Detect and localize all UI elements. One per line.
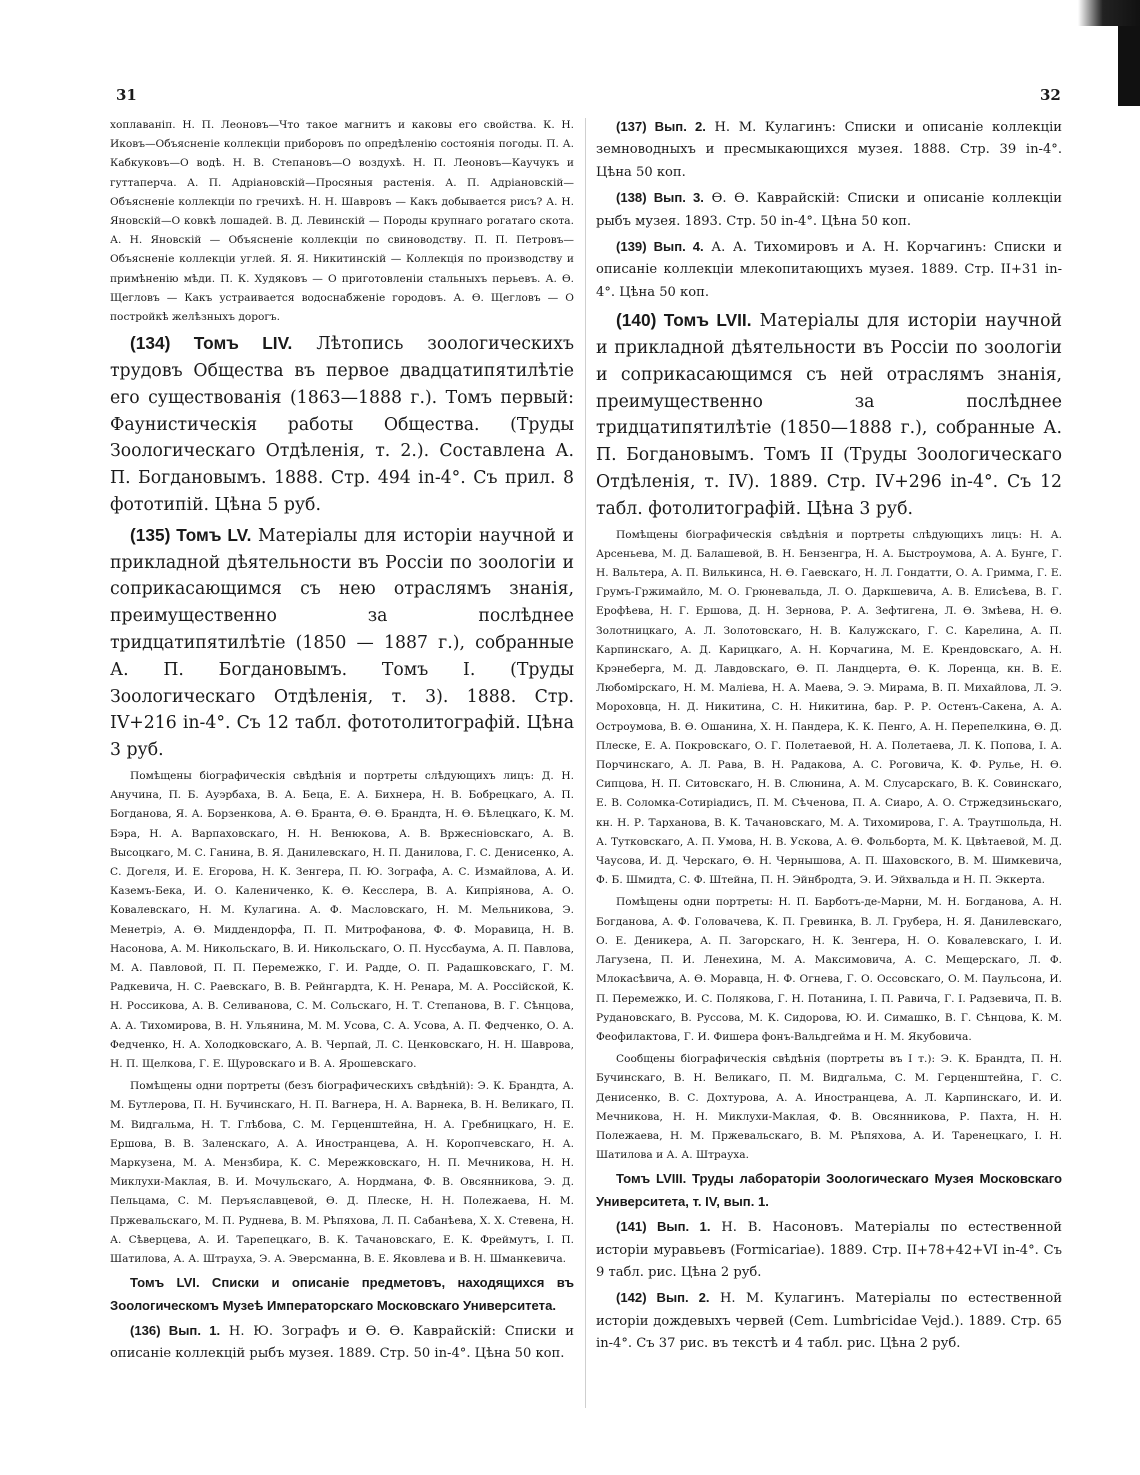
paragraph-141	[596, 1216, 1062, 1284]
left-column	[110, 116, 574, 1366]
entry-text: хоплаваніп. Н. П. Леоновъ—Что такое магнитъ и каковы его свойства. К. Н. Иковъ—Объясненіе коллекціи приборовъ по опредѣленію состоянія погоды. П. А. Кабкуковъ—О водѣ. Н. В. Степановъ—О воздухѣ. Н. П. Леоновъ—Каучукъ и гуттаперча. А. П. Адріановскій—Просяныя растенія. А. П. Адріановскій—Объясненіе коллекціи по гречихѣ. Н. Н. Шавровъ — Какъ добывается рисъ? А. Н. Яновскій—О ковкѣ лошадей. В. Д. Левинскій — Породы крупнаго рогатаго скота. А. Н. Яновскій — Объясненіе коллекціи по свиноводству. П. П. Петровъ—Объясненіе коллекціи углей. Я. Я. Никитинскій — Коллекція по производству и примѣненію мѣди. П. К. Худяковъ — О приготовленіи стальныхъ перьевъ. А. Ѳ. Щегловъ — Какъ устраивается водоснабженіе городовъ. А. Ѳ. Щегловъ — О постройкѣ желѣзныхъ дорогъ.	[110, 119, 574, 324]
entry-text: Труды лабораторіи Зоологическаго Музея Московскаго Университета, т. IV, вып. 1.	[596, 1171, 1062, 1209]
entry-text: Н. М. Кулагинъ: Списки и описаніе коллекціи земноводныхъ и пресмыкающихся музея. 1888. Стр. 39 in-4°. Цѣна 50 коп.	[596, 120, 1063, 180]
scan-edge-mark-2	[1118, 26, 1140, 106]
entry-label: (135) Томъ LV.	[130, 524, 252, 545]
paragraph-cont	[110, 116, 574, 327]
paragraph-140	[596, 307, 1062, 522]
entry-text: Помѣщены біографическія свѣдѣнія и портреты слѣдующихъ лицъ: Н. А. Арсеньева, М. Д. Балашевой, В. Н. Бензенгра, Н. А. Быстроумова, А. А. Бунге, Г. Н. Вальтера, А. П. Вилькинса, Н. Ѳ. Гаевскаго, Н. Л. Гондатти, О. А. Гримма, Г. Е. Грумъ-Гржимайло, М. О. Грюневальда, Л. О. Даркшевича, А. В. Елисѣева, В. Г. Ерофѣева, Н. Г. Ершова, Д. Н. Зернова, Р. А. Зефтигена, Л. Ѳ. Змѣева, Н. Ѳ. Золотницкаго, А. Л. Золотовскаго, Н. В. Калужскаго, Г. С. Карелина, А. П. Карпинскаго, А. Д. Карицкаго, А. Н. Корчагина, М. Е. Крендовскаго, А. Н. Крэнеберга, М. Д. Лавдовскаго, Ѳ. П. Ландцерта, Ѳ. К. Лоренца, кн. В. Е. Любомірскаго, Н. М. Маліева, Н. А. Маева, Э. Э. Мирама, В. П. Михайлова, Л. Э. Мороховца, Н. Д. Никитина, С. Н. Никитина, бар. Р. Р. Остенъ-Сакена, А. А. Остроумова, В. Ѳ. Ошанина, Х. Н. Пандера, К. К. Пенго, А. Н. Перепелкина, Ѳ. Д. Плеске, Е. А. Покровскаго, О. Г. Полетаевой, Н. А. Полетаева, Л. К. Попова, I. А. Порчинскаго, А. Л. Рава, В. Н. Радакова, А. С. Роговича, К. Ф. Рулье, Н. Ѳ. Сипцова, Н. П. Ситовскаго, Н. В. Слюнина, А. М. Слусарскаго, В. К. Совинскаго, Е. В. Соломка-Сотиріадисъ, П. М. Сѣченова, П. А. Сиаро, А. О. Стржедзиньскаго, кн. Н. Р. Тарханова, В. К. Тачановскаго, М. А. Тихомирова, Г. А. Траутшольда, Н. А. Тутковскаго, А. П. Умова, Н. В. Ускова, А. Ѳ. Фольборта, М. К. Цвѣтаевой, М. Д. Чаусова, И. Д. Черскаго, Ѳ. Н. Чернышова, А. П. Шаховского, В. М. Шимкевича, Ф. Б. Шмидта, С. Ф. Штейна, П. Н. Эйнбродта, Э. И. Эйхвальда и Н. П. Эккерта.	[596, 528, 1062, 887]
entry-text: Лѣтопись зоологическихъ трудовъ Общества въ первое двадцатипятилѣтіе его существованія (1863—1888 г.). Томъ первый: Фаунистическія работы Общества. (Труды Зоологическаго Отдѣленія, т. 2.). Составлена А. П. Богдановымъ. 1888. Стр. 494 in-4°. Съ прил. 8 фототипій. Цѣна 5 руб.	[110, 334, 574, 516]
scan-edge-mark	[1078, 0, 1140, 26]
page-number-right: 32	[1040, 86, 1061, 104]
column-divider	[585, 118, 586, 1408]
paragraph-135-bio	[110, 767, 574, 1074]
entry-text: Помѣщены одни портреты: Н. П. Барботъ-де-Марни, М. Н. Богданова, А. Н. Богданова, А. Ф. Головачева, К. П. Гревинка, В. Л. Грубера, Н. Я. Данилевскаго, О. Е. Деникера, А. П. Загорскаго, Н. К. Зенгера, Н. О. Ковалевскаго, I. И. Лагузена, П. И. Ленехина, М. А. Максимовича, А. С. Мещерскаго, Л. Ф. Млокасѣвича, А. Ѳ. Моравца, Н. Ф. Огнева, Г. О. Оссовскаго, О. М. Паульсона, И. П. Перемежко, И. С. Полякова, Г. Н. Потанина, I. П. Равича, Г. I. Радзевича, П. В. Рудановскаго, В. Руссова, М. К. Сидорова, Ю. И. Симашко, В. Г. Сѣнцова, К. М. Феофилактова, Г. И. Фишера фонъ-Вальдгейма и Н. М. Якубовича.	[596, 896, 1062, 1043]
right-column	[596, 116, 1062, 1356]
entry-label: (137) Вып. 2.	[616, 119, 706, 134]
entry-label: (134) Томъ LIV.	[130, 333, 293, 354]
paragraph-139	[596, 236, 1062, 304]
entry-text: Н. М. Кулагинъ. Матеріалы по естественной исторіи дождевыхъ червей (Cem. Lumbricidae Vejd.). 1889. Стр. 65 in-4°. Съ 37 рис. въ текстѣ и 4 табл. рис. Цѣна 2 руб.	[596, 1291, 1062, 1352]
entry-text: Списки и описаніе предметовъ, находящихся въ Зоологическомъ Музеѣ Императорскаго Московскаго Университета.	[110, 1275, 574, 1313]
entry-text: Помѣщены біографическія свѣдѣнія и портреты слѣдующихъ лицъ: Д. Н. Анучина, П. Б. Ауэрбаха, В. А. Беца, Е. А. Бихнера, Н. В. Бобрецкаго, А. П. Богданова, Я. А. Борзенкова, А. Ѳ. Бранта, Ѳ. Ѳ. Брандта, Н. Ѳ. Бѣлецкаго, К. М. Бэра, Н. А. Варпаховскаго, Н. Н. Венюкова, А. В. Вржесніовскаго, А. В. Высоцкаго, М. С. Ганина, В. Я. Данилевскаго, Н. П. Данилова, Г. С. Денисенко, А. С. Догеля, И. Е. Егорова, Н. К. Зенгера, П. Ю. Зографа, А. С. Измайлова, А. И. Каземъ-Бека, И. О. Калениченко, К. Ѳ. Кесслера, В. А. Кипріянова, А. О. Ковалевскаго, Н. М. Кулагина. А. Ф. Масловскаго, Н. М. Мельникова, Э. Менетріэ, А. Ѳ. Миддендорфа, П. П. Митрофанова, Ф. Ф. Моравица, Н. В. Насонова, А. М. Никольскаго, В. И. Никольскаго, О. П. Нуссбаума, А. П. Павлова, М. А. Павловой, П. П. Перемежко, Г. И. Радде, О. П. Радашковскаго, Г. М. Радкевича, Н. С. Раевскаго, В. В. Рейнгардта, К. Н. Ренара, М. А. Россійской, К. Н. Россикова, А. В. Селиванова, С. М. Сольскаго, Н. Т. Степанова, В. Г. Сѣнцова, А. А. Тихомирова, В. Н. Ульянина, М. М. Усова, С. А. Усова, А. П. Федченко, О. А. Федченко, Н. А. Холодковскаго, А. В. Черпай, Л. С. Ценковскаго, Н. Н. Шаврова, Н. П. Щелкова, Г. Е. Щуровскаго и В. А. Ярошевскаго.	[110, 769, 574, 1071]
entry-text: Матеріалы для исторіи научной и прикладной дѣятельности въ Россіи по зоологіи и соприкасающимся съ ней отраслямъ знанія, преимущественно за послѣднее тридцатипятилѣтіе (1850—1888 г.), собранные А. П. Богдановымъ. Томъ II (Труды Зоологическаго Отдѣленія, т. IV). 1889. Стр. IV+296 in-4°. Съ 12 табл. фотолитографій. Цѣна 3 руб.	[596, 311, 1062, 519]
entry-label: (140) Томъ LVII.	[616, 310, 752, 331]
entry-label: (139) Вып. 4.	[616, 239, 704, 255]
paragraph-lviii	[596, 1168, 1062, 1213]
entry-text: Н. В. Насоновъ. Матеріалы по естественной исторіи муравьевъ (Formicariae). 1889. Стр. II+78+42+VI in-4°. Съ 9 табл. рис. Цѣна 2 руб.	[596, 1220, 1062, 1280]
entry-label: (136) Вып. 1.	[130, 1323, 221, 1339]
entry-label: Томъ LVI.	[130, 1275, 200, 1291]
paragraph-137	[596, 116, 1062, 184]
paragraph-140-comm	[596, 1050, 1062, 1165]
entry-label: (142) Вып. 2.	[616, 1290, 710, 1306]
entry-label: Томъ LVIII.	[616, 1171, 687, 1187]
entry-text: Матеріалы для исторіи научной и прикладной дѣятельности въ Россіи по зоологіи и соприкасающимся съ нею отраслямъ знанія, преимущественно за послѣднее тридцатипятилѣтіе (1850 — 1887 г.), собранные А. П. Богдановымъ. Томъ I. (Труды Зоологическаго Отдѣленія, т. 3). 1888. Стр. IV+216 in-4°. Съ 12 табл. фототолитографій. Цѣна 3 руб.	[110, 525, 574, 761]
paragraph-142	[596, 1287, 1062, 1355]
entry-text: Н. Ю. Зографъ и Ѳ. Ѳ. Каврайскій: Списки и описаніе коллекцій рыбъ музея. 1889. Стр. 50 in-4°. Цѣна 50 коп.	[110, 1324, 575, 1362]
page-number-left: 31	[116, 86, 137, 104]
paragraph-140-portr	[596, 893, 1062, 1047]
paragraph-135	[110, 522, 574, 764]
paragraph-136	[110, 1320, 574, 1366]
entry-text: Ѳ. Ѳ. Каврайскій: Списки и описаніе коллекціи рыбъ музея. 1893. Стр. 50 in-4°. Цѣна 50 коп.	[596, 191, 1062, 229]
entry-label: (141) Вып. 1.	[616, 1219, 711, 1235]
paragraph-lvi	[110, 1272, 574, 1317]
paragraph-138	[596, 187, 1062, 233]
entry-label: (138) Вып. 3.	[616, 190, 704, 206]
paragraph-135-portr	[110, 1077, 574, 1269]
entry-text: Сообщены біографическія свѣдѣнія (портреты въ I т.): Э. К. Брандта, П. Н. Бучинскаго, В. Н. Великаго, П. М. Видгальма, С. М. Герценштейна, Г. С. Денисенко, В. С. Дохтурова, А. А. Иностранцева, А. Л. Карпинскаго, И. И. Мечникова, Н. Н. Миклухи-Маклая, Ф. В. Овсянникова, Р. Пахта, Н. Н. Полежаева, Н. М. Пржевальскаго, В. М. Рѣпяхова, А. И. Таренецкаго, I. Н. Шатилова и А. А. Штрауха.	[596, 1053, 1062, 1162]
entry-text: Помѣщены одни портреты (безъ біографическихъ свѣдѣній): Э. К. Брандта, А. М. Бутлерова, П. Н. Бучинскаго, Н. П. Вагнера, Н. А. Варнека, В. Н. Великаго, П. М. Видгальма, Н. Т. Глѣбова, С. М. Герценштейна, Н. А. Гребницкаго, Н. Е. Ершова, В. В. Заленскаго, А. А. Иностранцева, А. Н. Коропчевскаго, Н. А. Маркузена, М. А. Мензбира, К. С. Мережковскаго, Н. П. Мечникова, Н. Н. Миклухи-Маклая, В. И. Мочульскаго, А. Нордмана, Ф. В. Овсянникова, Э. Д. Пельцама, С. М. Перъяславцевой, Ѳ. Д. Плеске, Н. Н. Полежаева, Н. М. Пржевальскаго, М. П. Руднева, В. М. Рѣпяхова, Л. П. Сабанѣева, Х. Х. Стевена, Н. А. Сѣверцева, А. И. Тарепецкаго, В. К. Тачановскаго, Е. К. Фреймутъ, I. П. Шатилова, А. А. Штрауха, Э. А. Эверсманна, В. Е. Яковлева и В. Н. Шманкевича.	[110, 1080, 574, 1266]
paragraph-134	[110, 330, 574, 519]
entry-text: А. А. Тихомировъ и А. Н. Корчагинъ: Списки и описаніе коллекціи млекопитающихъ музея. 1889. Стр. II+31 in-4°. Цѣна 50 коп.	[596, 240, 1062, 300]
paragraph-140-bio	[596, 526, 1062, 891]
